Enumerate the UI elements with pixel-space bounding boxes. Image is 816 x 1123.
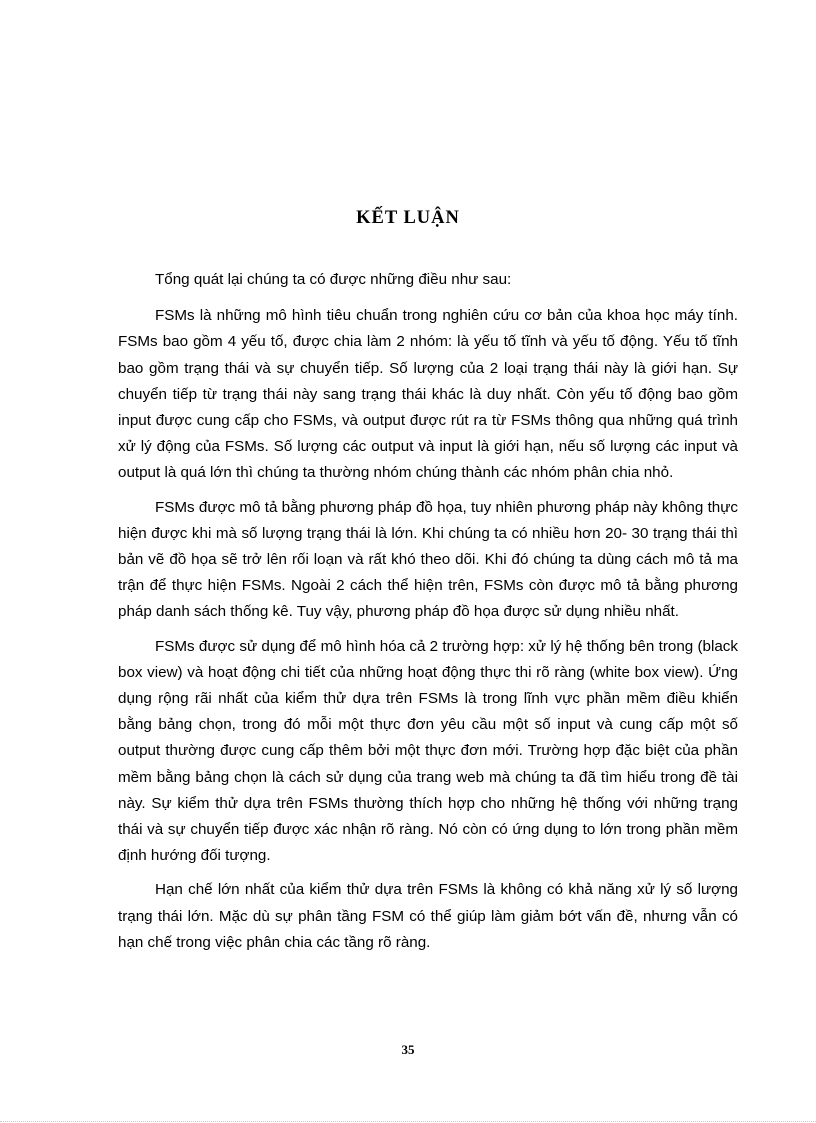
page-title: KẾT LUẬN — [356, 208, 460, 228]
paragraph-fsm-applications: FSMs được sử dụng để mô hình hóa cả 2 trường hợp: xử lý hệ thống bên trong (black box view) và hoạt động chi tiết của những hoạt động thực thi rõ ràng (white box view). Ứng dụng rộng rãi nhất của kiểm thử dựa trên FSMs là trong lĩnh vực phần mềm điều khiển bằng bảng chọn, trong đó mỗi một thực đơn yêu cầu một số input và cung cấp một số output thường được cung cấp thêm bởi một thực đơn mới. Trường hợp đặc biệt của phần mềm bằng bảng chọn là cách sử dụng của trang web mà chúng ta đã tìm hiểu trong đề tài này. Sự kiểm thử dựa trên FSMs thường thích hợp cho những hệ thống với những trạng thái và sự chuyển tiếp được xác nhận rõ ràng. Nó còn có ứng dụng to lớn trong phần mềm định hướng đối tượng. — [118, 637, 738, 865]
page-bottom-border — [0, 1121, 816, 1122]
paragraph-fsm-overview: FSMs là những mô hình tiêu chuẩn trong nghiên cứu cơ bản của khoa học máy tính. FSMs bao gồm 4 yếu tố, được chia làm 2 nhóm: là yếu tố tĩnh và yếu tố động. Yếu tố tĩnh bao gồm trạng thái và sự chuyển tiếp. Số lượng của 2 loại trạng thái này là giới hạn. Sự chuyển tiếp từ trạng thái này sang trạng thái khác là duy nhất. Còn yếu tố động bao gồm input được cung cấp cho FSMs, và output được rút ra từ FSMs thông qua những quá trình xử lý động của FSMs. Số lượng các output và input là giới hạn, nếu số lượng các input và output là quá lớn thì chúng ta thường nhóm chúng thành các nhóm phân chia nhỏ. — [118, 307, 738, 482]
paragraph-fsm-limitations: Hạn chế lớn nhất của kiểm thử dựa trên FSMs là không có khả năng xử lý số lượng trạng thái lớn. Mặc dù sự phân tầng FSM có thể giúp làm giảm bớt vấn đề, nhưng vẫn có hạn chế trong việc phân chia các tầng rõ ràng. — [118, 881, 738, 951]
page-number: 35 — [401, 1042, 415, 1057]
body-text — [118, 267, 738, 964]
paragraph-intro: Tổng quát lại chúng ta có được những điều như sau: — [155, 271, 512, 288]
paragraph-fsm-representation: FSMs được mô tả bằng phương pháp đồ họa, tuy nhiên phương pháp này không thực hiện được khi mà số lượng trạng thái là lớn. Khi chúng ta có nhiều hơn 20- 30 trạng thái thì bản vẽ đồ họa sẽ trở lên rối loạn và rất khó theo dõi. Khi đó chúng ta dùng cách mô tả ma trận để thực hiện FSMs. Ngoài 2 cách thể hiện trên, FSMs còn được mô tả bằng phương pháp danh sách thống kê. Tuy vậy, phương pháp đồ họa được sử dụng nhiều nhất. — [118, 498, 738, 621]
